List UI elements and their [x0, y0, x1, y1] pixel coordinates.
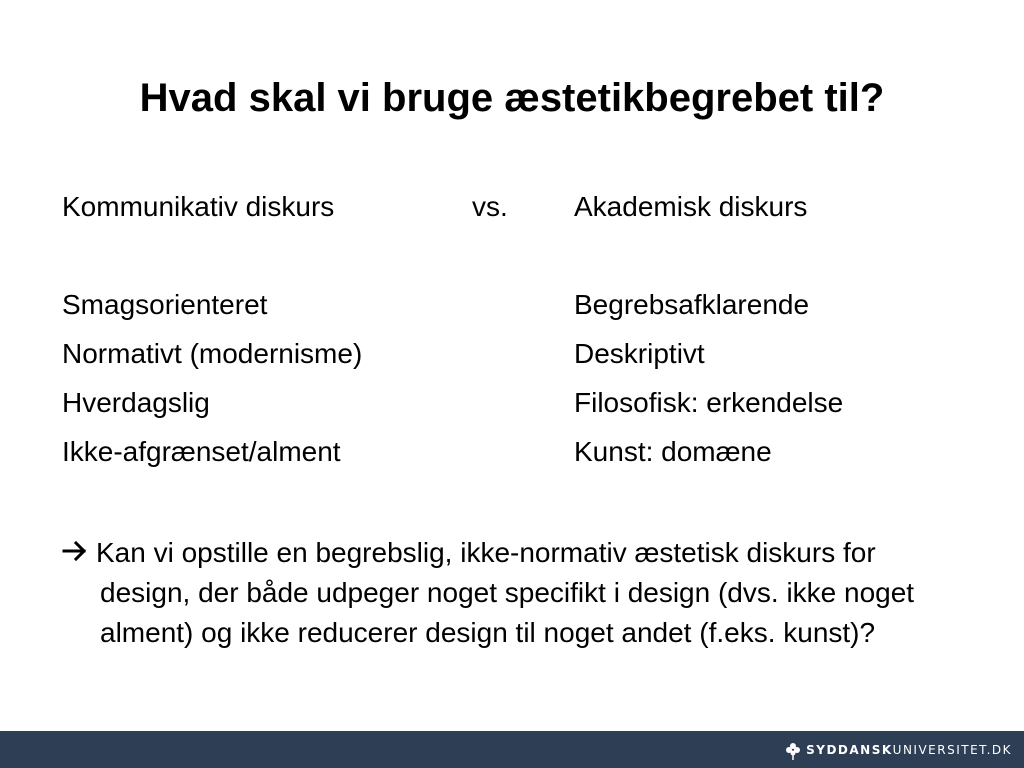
university-logo[interactable]: [784, 740, 1012, 760]
question-paragraph: [62, 533, 1002, 653]
footer-bar: [0, 731, 1024, 768]
left-item: Normativt (modernisme): [62, 338, 363, 369]
left-item: Ikke-afgrænset/alment: [62, 436, 341, 467]
flower-logo-icon: [784, 740, 802, 760]
right-item: Deskriptivt: [574, 338, 705, 369]
left-column-header: Kommunikativ diskurs: [62, 191, 335, 222]
vs-label: vs.: [472, 191, 508, 222]
slide-title: Hvad skal vi bruge æstetikbegrebet til?: [139, 76, 885, 120]
right-item: Filosofisk: erkendelse: [574, 387, 844, 418]
left-item: Hverdagslig: [62, 387, 210, 418]
logo-text-regular: UNIVERSITET.DK: [892, 743, 1012, 757]
left-item: Smagsorienteret: [62, 289, 268, 320]
right-item: Kunst: domæne: [574, 436, 772, 467]
right-column-header: Akademisk diskurs: [574, 191, 808, 222]
right-item: Begrebsafklarende: [574, 289, 810, 320]
question-line-1: Kan vi opstille en begrebslig, ikke-normativ æstetisk diskurs for: [96, 537, 876, 568]
logo-text-bold: SYDDANSK: [806, 743, 893, 757]
question-continuation: design, der både udpeger noget specifikt i design (dvs. ikke noget alment) og ikke reducerer design til noget andet (f.eks. kunst)?: [100, 577, 915, 648]
arrow-right-icon: [62, 533, 88, 573]
